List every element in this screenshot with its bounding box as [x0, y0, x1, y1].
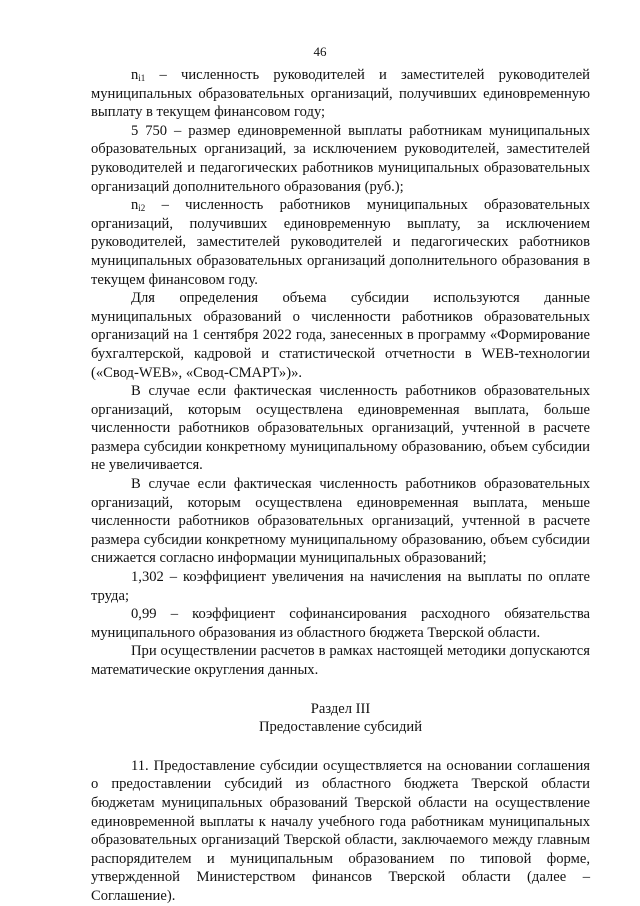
paragraph-coefficient-099: 0,99 – коэффициент софинансирования расходного обязательства муниципального образования из областного бюджета Тверской области.: [91, 606, 590, 641]
paragraph-rounding: При осуществлении расчетов в рамках настоящей методики допускаются математические округления данных.: [91, 643, 590, 678]
paragraph-data-source: Для определения объема субсидии используются данные муниципальных образований о численности работников образовательных организаций на 1 сентября 2022 года, занесенных в программу «Формирование бухгалтерской, кадровой и статистической отчетности в WEB-технологии («Свод-WEB», «Свод-СМАРТ»)».: [91, 290, 590, 381]
paragraph-text: – численность работников муниципальных образовательных организаций, получивших единовременную выплату, за исключением руководителей, заместителей руководителей и педагогических работников муниципальных образовательных организаций дополнительного образования в текущем финансовом году.: [91, 197, 590, 288]
paragraph-11: 11. Предоставление субсидии осуществляется на основании соглашения о предоставлении субсидий из областного бюджета Тверской области бюджетам муниципальных образований Тверской области на осуществление единовременной выплаты к началу учебного года работникам муниципальных образовательных организаций Тверской области, заключаемого между главным распорядителем и муниципальным образованием по типовой форме, утвержденной Министерством финансов Тверской области (далее – Соглашение).: [91, 757, 590, 904]
section-number: Раздел III: [310, 700, 371, 717]
variable-subscript: i2: [138, 203, 146, 214]
section-heading: [91, 700, 590, 737]
page-number: 46: [313, 44, 327, 59]
variable-symbol: n: [131, 197, 139, 214]
paragraph-coefficient-1302: 1,302 – коэффициент увеличения на начисления на выплаты по оплате труда;: [91, 569, 590, 604]
section-title: Предоставление субсидий: [258, 719, 423, 736]
document-body: [91, 66, 590, 906]
paragraph-text: – численность руководителей и заместителей руководителей муниципальных образовательных организаций, получивших единовременную выплату в текущем финансовом году;: [91, 67, 590, 121]
paragraph-more-employees: В случае если фактическая численность работников образовательных организаций, которым осуществлена единовременная выплата, больше численности работников образовательных организаций, учтенной в расчете размера субсидии конкретному муниципальному образованию, объем субсидии не увеличивается.: [91, 383, 590, 474]
paragraph-ni1-definition: [91, 66, 590, 122]
paragraph-fewer-employees: В случае если фактическая численность работников образовательных организаций, которым осуществлена единовременная выплата, меньше численности работников образовательных организаций, учтенной в расчете размера субсидии конкретному муниципальному образованию, объем субсидии снижается согласно информации муниципальных образований;: [91, 476, 590, 567]
variable-subscript: i1: [138, 73, 146, 83]
paragraph-ni2-definition: [91, 196, 590, 289]
variable-symbol: n: [131, 67, 139, 83]
paragraph-payment-size: 5 750 – размер единовременной выплаты работникам муниципальных образовательных организаций, за исключением руководителей, заместителей руководителей и педагогических работников муниципальных образовательных организаций дополнительного образования (руб.);: [91, 122, 590, 195]
